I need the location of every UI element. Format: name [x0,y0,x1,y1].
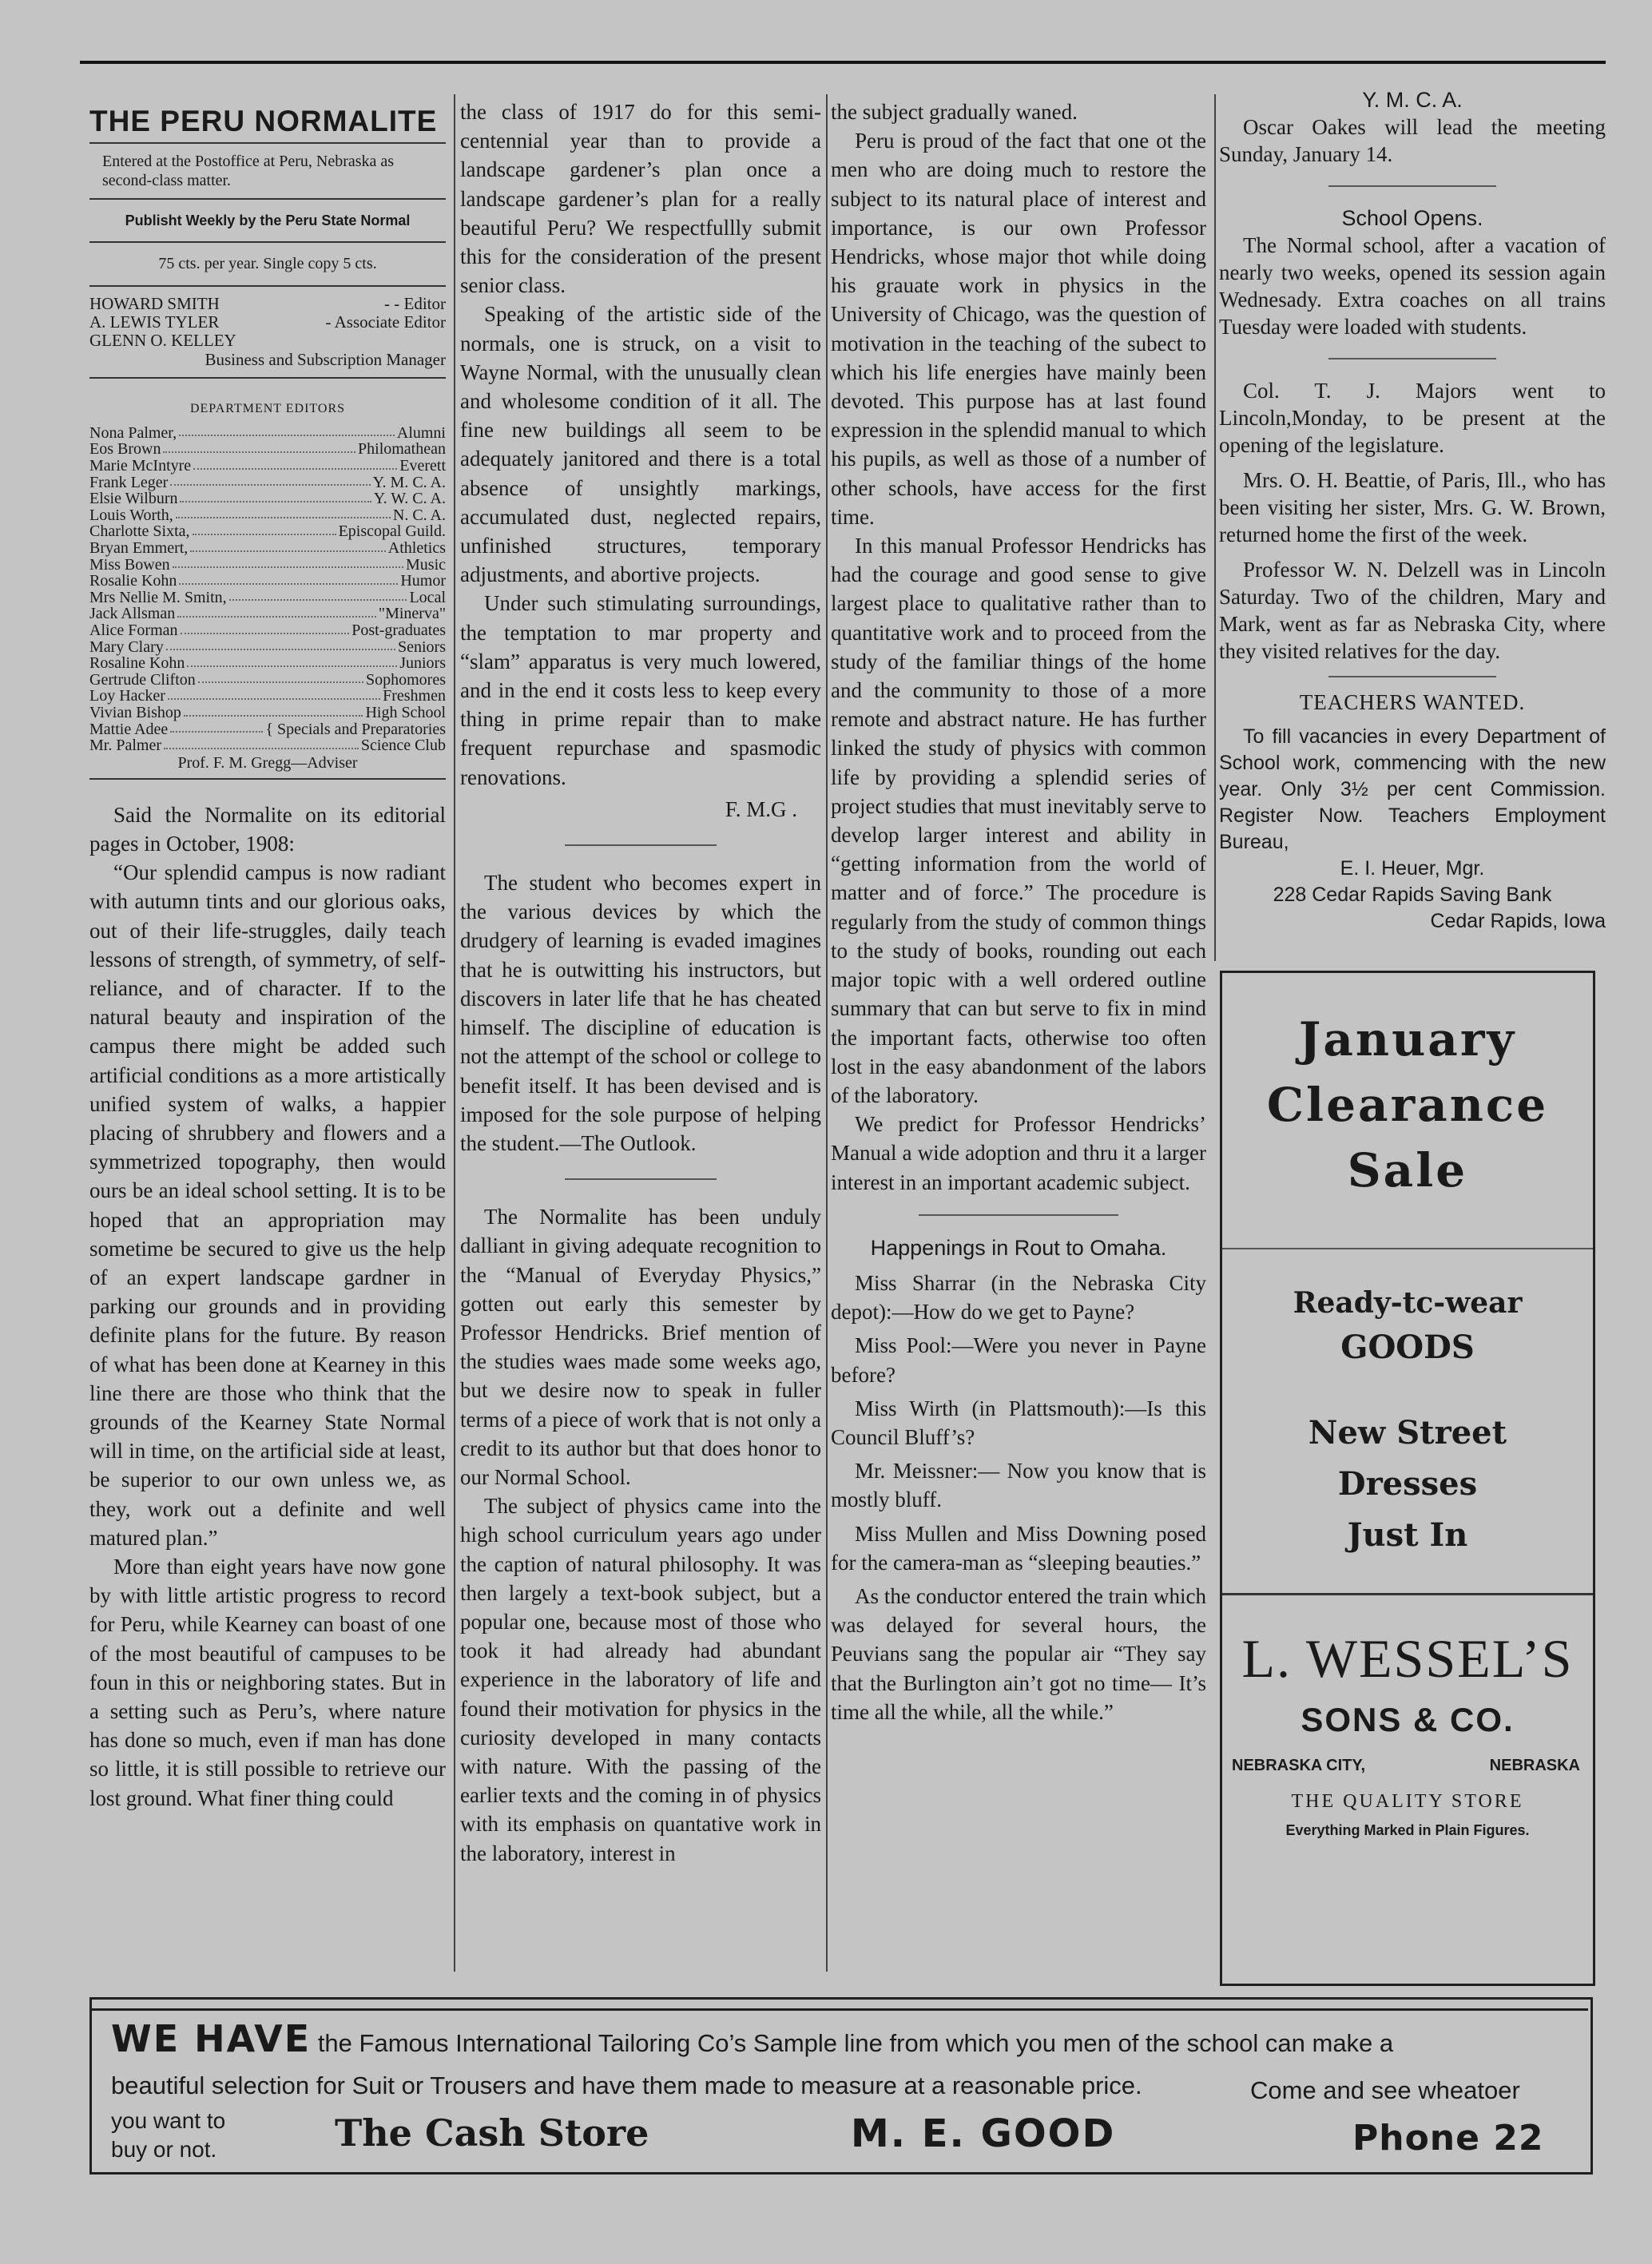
paragraph: Miss Pool:—Were you never in Payne before? [831,1333,1206,1387]
dot-leader [198,672,363,684]
dot-leader [187,655,397,667]
dot-leader [168,688,380,700]
column-2 [460,97,821,1868]
happenings-list [831,1269,1206,1726]
department-editor-name: Rosaline Kohn [89,654,185,673]
department-editor-row [89,425,446,442]
teachers-address: 228 Cedar Rapids Saving Bank [1273,884,1552,906]
separator [1328,358,1496,359]
department-editor-name: Alice Forman [89,621,178,639]
editorial-body [89,800,446,1813]
masthead-rule [89,241,446,243]
store-owner: M. E. GOOD [851,2111,1116,2156]
department-name: High School [365,703,446,721]
wessel-advertisement [1220,971,1595,1986]
ad-line-1 [111,2017,1393,2060]
ad-new-street: New Street [1308,1414,1507,1452]
teachers-address: Cedar Rapids, Iowa [1430,910,1606,932]
department-name: Seniors [398,637,446,656]
editor-name: HOWARD SMITH [89,293,220,313]
ad-dresses: Dresses [1337,1465,1478,1503]
top-rule [80,61,1606,64]
department-editor-row [89,540,446,557]
department-name: Alumni [396,423,446,442]
physics-manual-article [460,1202,821,1868]
teachers-wanted-text: To fill vacancies in every Department of School work, commencing with the new year. Only 3½ per cent Commission. Register Now. Teachers Employment Bureau, [1219,725,1606,853]
paragraph: Peru is proud of the fact that one ot the men who are doing much to restore the subject to its natural place of interest and importance, is our own Professor Hendricks, whose major thot while doing his grauate work in physics in the University of Chicago, was the question of motivation in the teaching of the subect to which his life energies have mainly been devoted. This purpose has at last found expression in the splendid manual to which his pupils, as well as those of a number of other schools, have access for the first time. [831,129,1206,529]
editor-row [89,313,446,332]
ad-ready-to-wear: Ready-tc-wear [1293,1286,1523,1320]
department-name: Y. M. C. A. [372,473,446,491]
department-name: Sophomores [366,670,446,689]
department-editor-row [89,672,446,689]
ymca-text: Oscar Oakes will lead the meeting Sunday, January 14. [1219,115,1606,166]
dot-leader [173,557,403,569]
paragraph: Said the Normalite on its editorial pages in October, 1908: [89,802,446,856]
column-3 [831,97,1206,1726]
editor-row [89,295,446,313]
teachers-wanted-heading: TEACHERS WANTED. [1299,690,1526,714]
ad-rule [1222,1593,1593,1595]
department-name: Episcopal Guild. [338,522,446,541]
department-editor-name: Mary Clary [89,637,164,656]
separator [1328,185,1496,187]
paragraph: In this manual Professor Hendricks has had the courage and good sense to give largest place to qualitative rather than to quantitative work and to proceed from the study of the familiar things of the home and the community to those of a more remote and abstract nature. He has further linked the study of physics with common life by providing a splendid series of project studies that must inevitably serve to develop larger interest and ability in “getting information from the world of matter and of force.” The procedure is regularly from the study of common things to the study of books, rounding out each major topic with a well ordered outline summary that can but serve to fix in mind the important facts, otherwise too often lost in the easy abandonment of the labors of the laboratory. [831,534,1206,1107]
store-city: NEBRASKA CITY, [1232,1757,1366,1774]
school-opens-heading: School Opens. [1341,206,1483,230]
adviser: Prof. F. M. Gregg—Adviser [177,753,358,772]
we-have: WE HAVE [111,2017,312,2060]
store-state: NEBRASKA [1489,1757,1580,1774]
ad-text: you want to [111,2108,226,2133]
paragraph: The subject of physics came into the high school curriculum years ago under the caption of natural philosophy. It was then largely a text-book subject, but a popular one, because most of those who took it had already had abundant experience in the laboratory of life and found their motivation for physics in the curiosity developed in many contacts with nature. With the passing of the earlier texts and the coming in of physics with its emphasis on quantative work in the laboratory, interest in [460,1494,821,1865]
department-name: Music [406,555,446,574]
ad-just-in: Just In [1347,1516,1468,1554]
dot-leader [166,639,395,651]
dot-leader [176,507,391,519]
store-sons: SONS & CO. [1301,1701,1515,1738]
dot-leader [193,523,336,535]
department-editor-name: Charlotte Sixta, [89,522,190,541]
paragraph: The Normalite has been unduly dalliant in giving adequate recognition to the “Manual of Everyday Physics,” gotten out early this semester by Professor Hendricks. Brief mention of the studies waes made some weeks ago, but we desire now to speak in fuller terms of a piece of work that is not only a credit to its author but that does honor to our Normal School. [460,1205,821,1489]
department-name: Athletics [387,538,446,557]
department-editor-name: Louis Worth, [89,506,173,524]
ad-line-3 [111,2107,225,2164]
department-name: { Specials and Preparatories [265,720,446,738]
department-editor-row [89,721,446,738]
department-name: Everett [399,457,446,475]
masthead-rule [89,377,446,379]
article-signature: F. M.G . [725,796,797,821]
department-editor-row [89,705,446,721]
department-editor-row [89,639,446,656]
paragraph: Miss Sharrar (in the Nebraska City depot):—How do we get to Payne? [831,1270,1206,1325]
local-item: Col. T. J. Majors went to Lincoln,Monday, to be present at the opening of the legislature. [1219,379,1606,457]
dot-leader [181,622,350,634]
column-4 [1219,86,1606,935]
store-phone: Phone 22 [1352,2118,1544,2159]
masthead-rule [89,198,446,200]
department-editor-row [89,458,446,475]
department-editor-name: Rosalie Kohn [89,572,177,590]
department-name: Post-graduates [351,621,446,639]
masthead-published: Publisht Weekly by the Peru State Normal [125,212,411,229]
department-editor-name: Frank Leger [89,473,169,491]
paragraph: More than eight years have now gone by with little artistic progress to record for Peru, while Kearney can boast of one of the most beautiful of campuses to be foun in this or neighboring states. But in a setting such as Peru’s, where nature has done so much, even if man has done so little, it is still possible to retrieve our lost ground. What finer thing could [89,1554,446,1810]
department-name: Juniors [399,654,446,673]
masthead-rule [89,142,446,144]
masthead-rule [89,285,446,287]
department-editor-row [89,491,446,507]
teachers-manager: E. I. Heuer, Mgr. [1340,857,1485,880]
column-rule-3 [1214,94,1216,961]
happenings-heading: Happenings in Rout to Omaha. [870,1235,1167,1260]
separator [565,844,717,846]
paragraph: The student who becomes expert in the various devices by which the drudgery of learning is evaded imagines that he is outwitting his instructors, but discovers in later life that he has cheated himself. The discipline of education is not the attempt of the school or college to benefit itself. It has been devised and is imposed for the sole purpose of helping the student.—The Outlook. [460,871,821,1155]
department-editor-row [89,655,446,672]
dot-leader [190,540,385,552]
department-editor-row [89,688,446,705]
physics-manual-continued [831,97,1206,1197]
business-manager: Business and Subscription Manager [205,349,446,369]
ad-rule [1222,1248,1593,1249]
department-name: Freshmen [383,687,446,705]
ad-text: buy or not. [111,2137,217,2162]
dot-leader [179,425,395,437]
dot-leader [193,458,397,470]
store-name: The Cash Store [335,2111,649,2155]
paragraph: the subject gradually waned. [831,100,1078,124]
department-editor-name: Loy Hacker [89,687,165,705]
ymca-heading: Y. M. C. A. [1362,88,1463,112]
ad-january: January [1298,1012,1517,1066]
separator [565,1178,717,1180]
dot-leader [163,441,355,453]
department-editor-row [89,737,446,754]
department-editor-name: Mattie Adee [89,720,169,738]
department-editor-row [89,606,446,622]
masthead-rule [89,778,446,780]
department-editor-name: Nona Palmer, [89,423,177,442]
editor-role: - - Editor [384,293,446,313]
school-opens-text: The Normal school, after a vacation of nearly two weeks, opened its session again Wednesady. Extra coaches on all trains Tuesday were loaded with students. [1219,233,1606,339]
ad-line-2: beautiful selection for Suit or Trousers and have them made to measure at a reasonable price. [111,2071,1142,2099]
department-editor-row [89,523,446,540]
ad-goods: GOODS [1340,1329,1475,1366]
editor-name: GLENN O. KELLEY [89,330,236,350]
department-name: "Minerva" [378,605,446,623]
dot-leader [177,606,376,618]
ad-text: the Famous International Tailoring Co’s Sample line from which you men of the school can make a [317,2029,1394,2057]
paragraph: As the conductor entered the train which was delayed for several hours, the Peuvians sang the popular air “They say that the Burlington ain’t got no time— It’s time all the while, all the while.” [831,1583,1206,1724]
paragraph: the class of 1917 do for this semi-centennial year than to provide a landscape gardener’s plan once a landscape gardener’s plan for a really beautiful Peru? We respectfullly submit this for the consideration of the present senior class. [460,100,821,298]
dot-leader [184,705,363,717]
paragraph: Speaking of the artistic side of the normals, one is struck, on a visit to Wayne Normal, with the unusually clean and wholesome condition of it all. The fine new buildings all seem to be adequately janitored and there is a total absence of unsightly markings, accumulated dust, neglected repairs, unfinished structures, temporary adjustments, and abortive projects. [460,302,821,587]
ad-sale: Sale [1347,1143,1468,1198]
department-editor-row [89,622,446,639]
paragraph: Under such stimulating surroundings, the temptation to mar property and “slam” apparatus is very much lowered, and in the end it costs less to keep every thing in prime repair than to make frequent repurchase and spasmodic renovations. [460,591,821,789]
paragraph: Miss Wirth (in Plattsmouth):—Is this Council Bluff’s? [831,1396,1206,1449]
department-editor-row [89,573,446,590]
editor-role: - Associate Editor [325,312,446,332]
department-editor-name: Mr. Palmer [89,737,161,755]
department-editor-name: Gertrude Clifton [89,670,196,689]
landscape-article [460,97,821,792]
ad-line-2b: Come and see wheatoer [1250,2076,1520,2104]
department-editor-name: Mrs Nellie M. Smitn, [89,588,227,606]
dot-leader [229,590,407,602]
editor-name: A. LEWIS TYLER [89,312,220,332]
paragraph: “Our splendid campus is now radiant with autumn tints and our glorious oaks, out of their life-struggles, daily teach lessons of strength, of symmetry, of self-reliance, and of character. If to the natural beauty and inspiration of the campus there might be added such artificial conditions as a more artistically unified system of walks, a happier placing of shrubbery and flowers and a symmetrized topography, then would ours be an ideal school setting. It is to be hoped that an appropriation may sometime be secured to give us the help of an expert landscape gardner in parking our grounds and in providing definite plans for the future. By reason of what has been done at Kearney in this line there are those who think that the grounds of the Kearney State Normal will in time, on the artificial side at least, be superior to our own unless we, as they, work out a definite and well matured plan.” [89,860,446,1550]
department-name: Humor [400,572,446,590]
department-name: Y. W. C. A. [373,490,446,508]
department-editor-name: Eos Brown [89,440,161,459]
department-name: Philomathean [358,440,446,459]
masthead-title: THE PERU NORMALITE [89,105,438,137]
dot-leader [180,491,371,502]
store-name: L. WESSEL’S [1241,1628,1574,1689]
separator [919,1214,1118,1216]
department-name: N. C. A. [392,506,446,524]
department-editor-row [89,475,446,491]
cash-store-advertisement [89,1997,1593,2175]
store-location [1232,1757,1580,1775]
department-editors-heading: DEPARTMENT EDITORS [189,401,346,415]
department-name: Science Club [360,737,446,755]
department-name: Local [409,588,446,606]
ad-clearance: Clearance [1266,1078,1549,1132]
dot-leader [170,721,263,733]
column-rule-2 [826,94,828,1972]
department-editor-name: Elsie Wilburn [89,490,178,508]
department-editors-list [89,425,446,754]
department-editor-name: Bryan Emmert, [89,538,189,557]
department-editor-row [89,557,446,574]
dot-leader [170,475,370,487]
department-editor-name: Marie McIntyre [89,457,192,475]
column-1 [89,97,446,1813]
paragraph: Miss Mullen and Miss Downing posed for the camera-man as “sleeping beauties.” [831,1521,1206,1575]
masthead-entered: Entered at the Postoffice at Peru, Nebraska as second-class matter. [102,153,395,190]
store-slogan: THE QUALITY STORE [1291,1791,1524,1812]
department-editor-name: Vivian Bishop [89,703,181,721]
local-item: Professor W. N. Delzell was in Lincoln Saturday. Two of the children, Mary and Mark, went as far as Nebraska City, where they visited relatives for the day. [1219,558,1606,663]
department-editor-name: Jack Allsman [89,605,176,623]
department-editor-name: Miss Bowen [89,555,170,574]
paragraph: We predict for Professor Hendricks’ Manual a wide adoption and thru it a larger interest in an important academic subject. [831,1112,1206,1194]
department-editor-row [89,507,446,524]
separator [1328,676,1496,677]
dot-leader [179,573,398,585]
dot-leader [164,737,359,749]
department-editor-row [89,441,446,458]
masthead-price: 75 cts. per year. Single copy 5 cts. [158,255,377,273]
local-item: Mrs. O. H. Beattie, of Paris, Ill., who has been visiting her sister, Mrs. G. W. Brown, returned home the first of the week. [1219,468,1606,546]
store-tagline: Everything Marked in Plain Figures. [1285,1822,1530,1838]
column-rule-1 [454,94,455,1972]
outlook-quote [460,868,821,1158]
paragraph: Mr. Meissner:— Now you know that is mostly bluff. [831,1459,1206,1512]
department-editor-row [89,590,446,606]
editor-row [89,332,446,350]
